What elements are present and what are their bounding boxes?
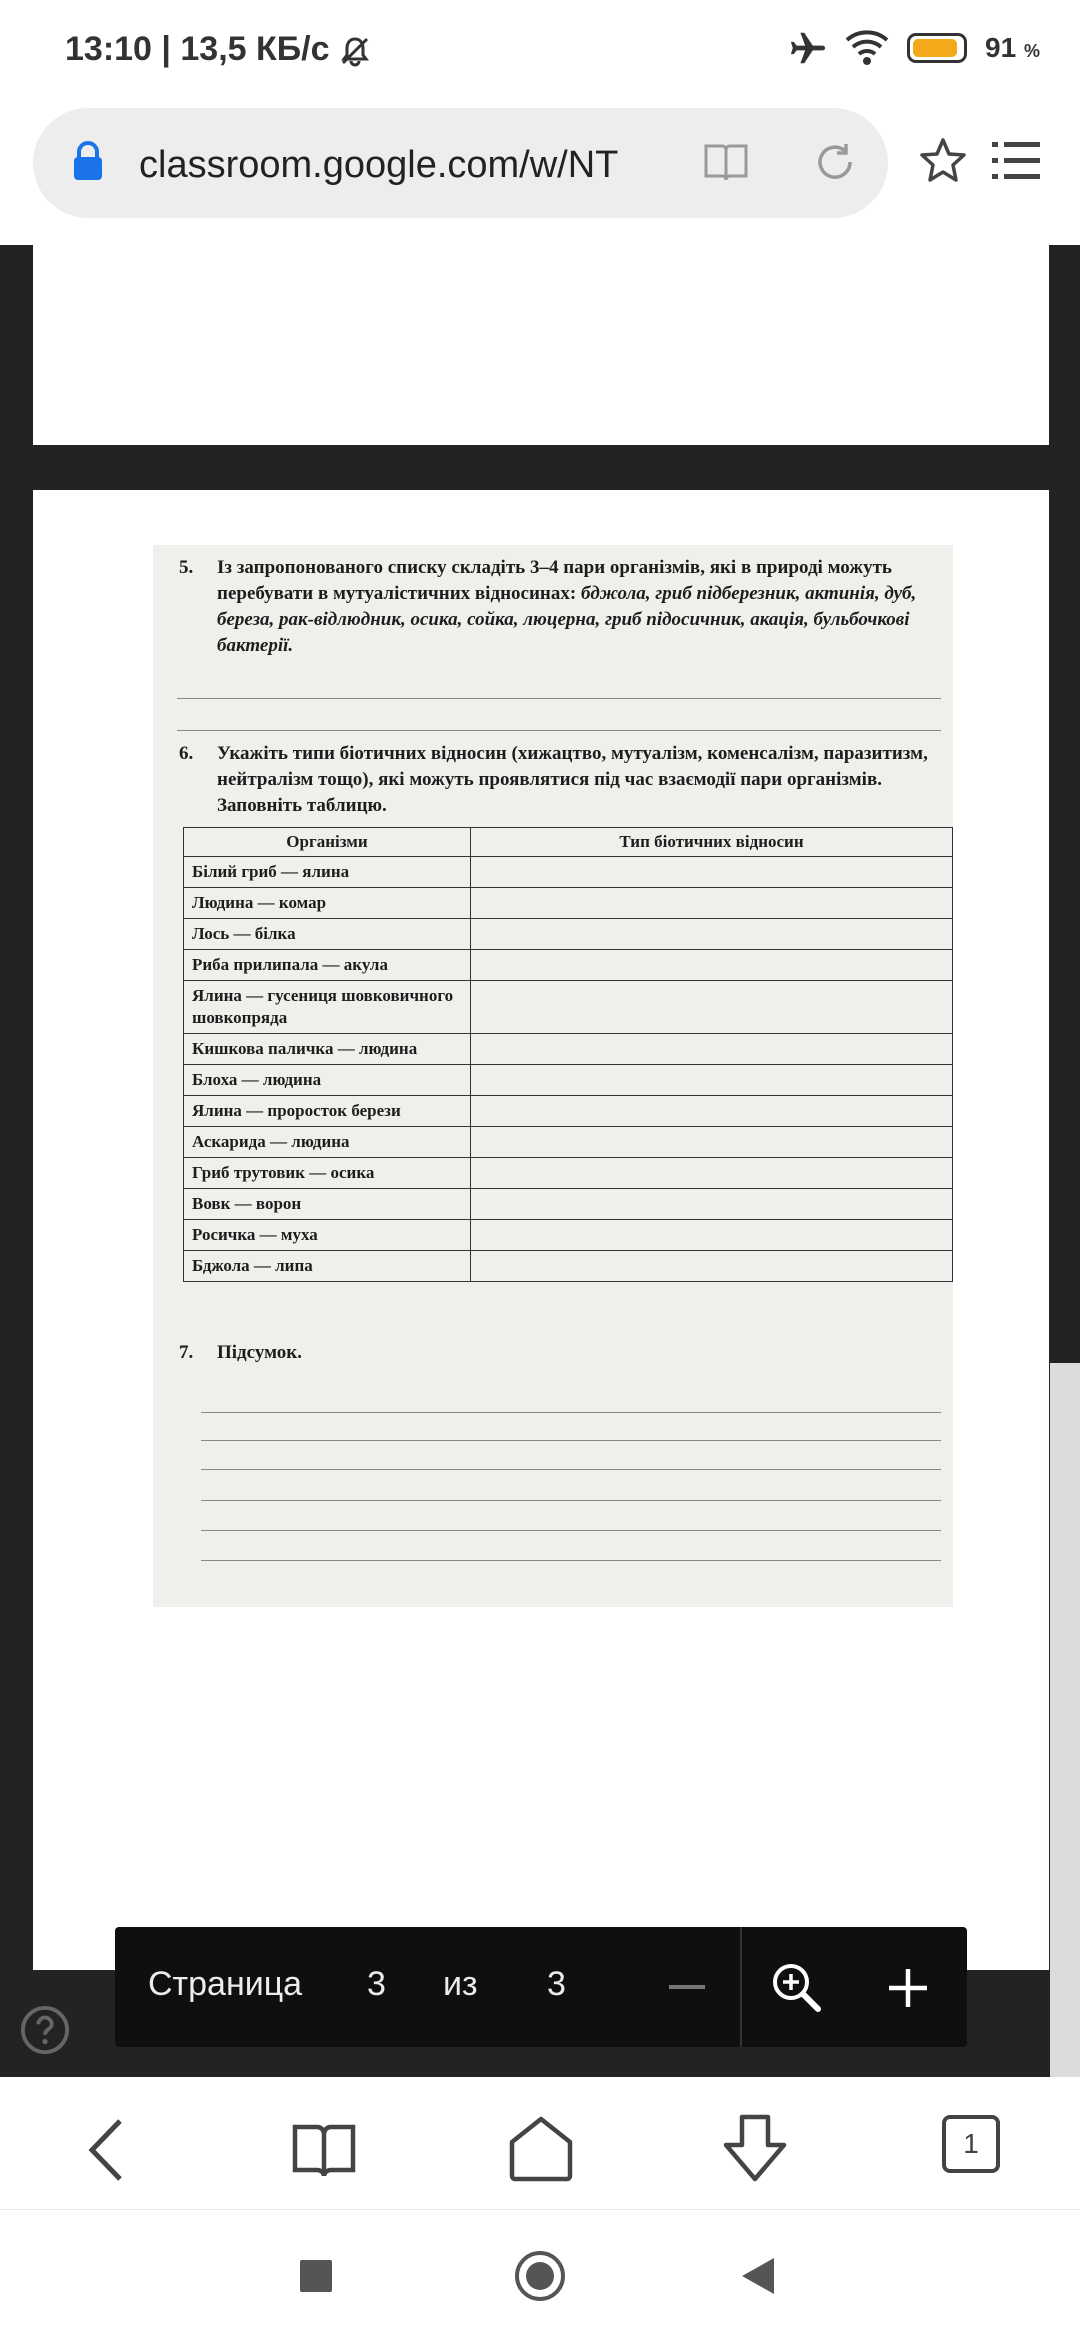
tabs-counter-button[interactable]: 1 — [942, 2115, 1000, 2173]
organism-pair-cell: Блоха — людина — [184, 1065, 471, 1096]
relation-type-cell — [471, 1158, 953, 1189]
relation-type-cell — [471, 1189, 953, 1220]
of-label: из — [443, 1965, 478, 2003]
answer-line — [201, 1440, 941, 1441]
total-pages: 3 — [547, 1965, 566, 2003]
organism-pair-cell: Вовк — ворон — [184, 1189, 471, 1220]
table-header-row — [184, 828, 953, 857]
answer-line — [201, 1469, 941, 1470]
question-6: 6. Укажіть типи біотичних відносин (хижацтво, мутуалізм, коменсалізм, паразитизм, нейтралізм тощо), які можуть проявлятися під час взаємодії пари організмів. Заповніть таблицю. — [179, 741, 949, 821]
table-row — [184, 919, 953, 950]
bookmarks-book-icon[interactable] — [292, 2121, 356, 2179]
organism-pair-cell: Ялина — проросток берези — [184, 1096, 471, 1127]
recents-square-icon[interactable] — [300, 2260, 332, 2292]
table-row — [184, 1065, 953, 1096]
system-navigation-bar — [0, 2209, 1080, 2341]
clock: 13:10 — [65, 30, 152, 68]
status-icons — [789, 28, 1040, 68]
back-triangle-icon[interactable] — [740, 2256, 776, 2296]
relation-type-cell — [471, 919, 953, 950]
wifi-icon — [845, 28, 889, 68]
table-row — [184, 1158, 953, 1189]
table-row — [184, 888, 953, 919]
organism-pair-cell: Бджола — липа — [184, 1251, 471, 1282]
relation-type-cell — [471, 857, 953, 888]
organism-pair-cell: Гриб трутовик — осика — [184, 1158, 471, 1189]
battery-percent: 91 % — [985, 32, 1040, 63]
battery-icon — [907, 33, 967, 63]
pdf-page-previous — [33, 245, 1049, 445]
organism-pair-cell: Ялина — гусениця шовковичного шовкопряда — [184, 981, 471, 1034]
table-row — [184, 950, 953, 981]
zoom-in-button[interactable] — [885, 1965, 931, 2011]
organism-pair-cell: Білий гриб — ялина — [184, 857, 471, 888]
status-bar — [0, 0, 1080, 100]
table-row — [184, 1251, 953, 1282]
question-7-text: Підсумок. — [217, 1342, 302, 1363]
browser-bottom-nav — [0, 2077, 1080, 2209]
toolbar-divider — [740, 1927, 742, 2047]
table-row — [184, 981, 953, 1034]
scrollbar-thumb[interactable] — [1050, 1363, 1080, 2083]
relation-type-cell — [471, 1251, 953, 1282]
relation-type-cell — [471, 1127, 953, 1158]
pdf-page-current — [33, 490, 1049, 1970]
relation-type-cell — [471, 950, 953, 981]
answer-line — [201, 1530, 941, 1531]
mute-bell-icon — [339, 35, 371, 67]
question-7: 7. Підсумок. — [179, 1340, 949, 1370]
relation-type-cell — [471, 888, 953, 919]
relation-type-cell — [471, 1096, 953, 1127]
organism-pair-cell: Аскарида — людина — [184, 1127, 471, 1158]
question-5-list: бджола, гриб підберезник, актинія, дуб, береза, рак-відлюдник, осика, сойка, люцерна, гриб підосичник, акація, бульбочкові бактерії. — [217, 583, 917, 656]
home-icon[interactable] — [506, 2115, 576, 2183]
status-time-speed: 13:10 | 13,5 КБ/с — [65, 30, 371, 69]
zoom-icon[interactable] — [770, 1961, 822, 2013]
reader-mode-icon[interactable] — [703, 140, 749, 184]
reload-icon[interactable] — [813, 140, 857, 184]
relation-type-cell — [471, 981, 953, 1034]
answer-line — [201, 1560, 941, 1561]
organism-pair-cell: Риба прилипала — акула — [184, 950, 471, 981]
back-arrow-icon[interactable] — [82, 2117, 132, 2183]
table-row — [184, 1034, 953, 1065]
current-page: 3 — [367, 1965, 386, 2003]
pdf-viewer[interactable] — [0, 245, 1080, 2077]
answer-line — [177, 698, 941, 699]
address-bar[interactable] — [33, 108, 888, 218]
table-header-type: Тип біотичних відносин — [471, 828, 953, 857]
table-row — [184, 857, 953, 888]
relation-type-cell — [471, 1034, 953, 1065]
biotic-relations-table — [183, 827, 953, 1282]
table-header-organisms: Організми — [184, 828, 471, 857]
zoom-out-button[interactable] — [665, 1971, 709, 2003]
question-6-text: Укажіть типи біотичних відносин (хижацтво, мутуалізм, коменсалізм, паразитизм, нейтралізм тощо), які можуть проявлятися під час взаємодії пари організмів. Заповніть таблицю. — [217, 743, 928, 816]
relation-type-cell — [471, 1220, 953, 1251]
airplane-icon — [789, 29, 827, 67]
network-speed: 13,5 КБ/с — [180, 30, 330, 68]
page-label: Страница — [148, 1965, 303, 2003]
question-5: 5. Із запропонованого списку складіть 3–4 пари організмів, які в природі можуть перебувати в мутуалістичних відносинах: бджола, гриб підберезник, актинія, дуб, береза, рак-відлюдник, осика, сойка, люцерна, гриб підосичник, акація, бульбочкові бактерії. — [179, 557, 917, 656]
worksheet-photo — [153, 545, 953, 1607]
browser-toolbar — [0, 100, 1080, 245]
answer-line — [201, 1500, 941, 1501]
relation-type-cell — [471, 1065, 953, 1096]
pdf-page-toolbar — [115, 1927, 967, 2047]
table-row — [184, 1220, 953, 1251]
organism-pair-cell: Росичка — муха — [184, 1220, 471, 1251]
answer-line — [177, 730, 941, 731]
battery-fill — [913, 39, 957, 57]
menu-list-icon[interactable] — [990, 138, 1042, 184]
lock-icon[interactable] — [71, 140, 105, 182]
organism-pair-cell: Людина — комар — [184, 888, 471, 919]
table-row — [184, 1096, 953, 1127]
organism-pair-cell: Кишкова паличка — людина — [184, 1034, 471, 1065]
bookmark-star-icon[interactable] — [918, 136, 968, 186]
answer-line — [201, 1412, 941, 1413]
home-circle-icon[interactable] — [514, 2250, 566, 2302]
help-icon[interactable] — [20, 2005, 70, 2055]
table-row — [184, 1127, 953, 1158]
table-row — [184, 1189, 953, 1220]
url-text[interactable]: classroom.google.com/w/NT — [139, 144, 619, 186]
download-icon[interactable] — [720, 2113, 790, 2185]
question-5-text: Із запропонованого списку складіть 3–4 пари організмів, які в природі можуть перебувати в мутуалістичних відносинах: — [217, 557, 892, 604]
organism-pair-cell: Лось — білка — [184, 919, 471, 950]
